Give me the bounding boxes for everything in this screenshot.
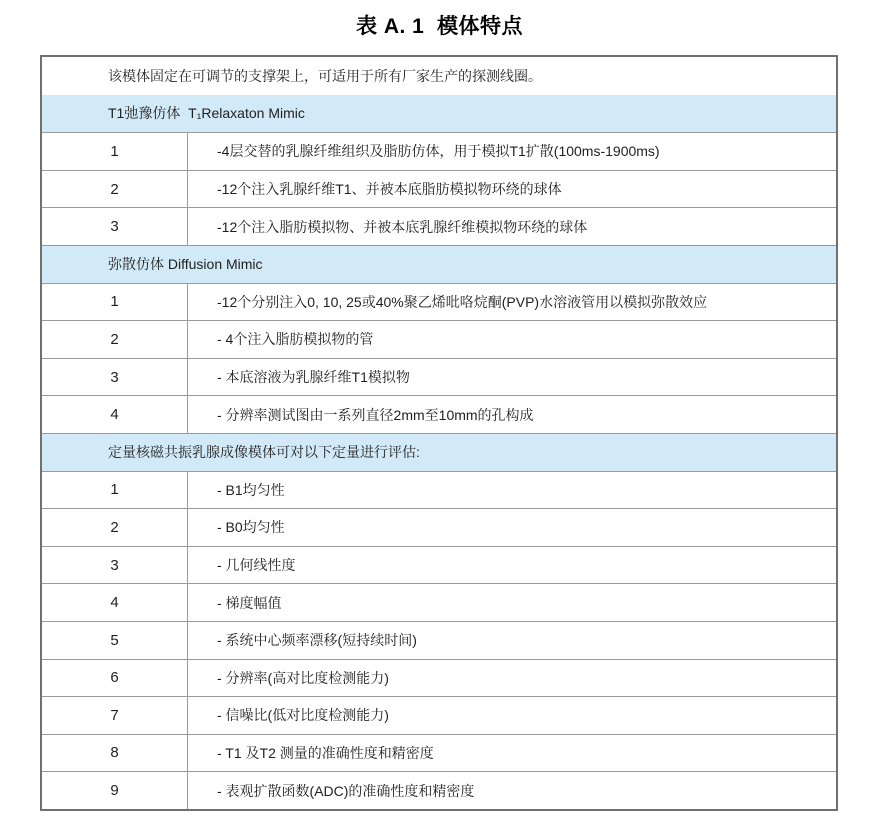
row-description: - 分辨率(高对比度检测能力) bbox=[217, 669, 389, 686]
row-description: -12个注入脂肪模拟物、并被本底乳腺纤维模拟物环绕的球体 bbox=[217, 218, 588, 235]
row-number: 3 bbox=[42, 208, 188, 245]
row-description: - T1 及T2 测量的准确性度和精密度 bbox=[217, 744, 434, 761]
table-row bbox=[42, 734, 836, 772]
table-row bbox=[42, 583, 836, 621]
row-number: 4 bbox=[42, 584, 188, 621]
row-description: -12个分别注入0, 10, 25或40%聚乙烯吡咯烷酮(PVP)水溶液管用以模拟弥散效应 bbox=[217, 293, 708, 310]
row-number: 9 bbox=[42, 772, 188, 809]
row-description: - 表观扩散函数(ADC)的准确性度和精密度 bbox=[217, 782, 475, 799]
table-row bbox=[42, 132, 836, 170]
section-header-row bbox=[42, 433, 836, 471]
table-intro-row bbox=[42, 57, 836, 95]
row-description: -4层交替的乳腺纤维组织及脂肪仿体，用于模拟T1扩散(100ms-1900ms) bbox=[217, 143, 660, 160]
table-row bbox=[42, 207, 836, 245]
row-number: 3 bbox=[42, 359, 188, 396]
table-row bbox=[42, 320, 836, 358]
row-description: - 信噪比(低对比度检测能力) bbox=[217, 707, 389, 724]
row-description: - 几何线性度 bbox=[217, 557, 296, 574]
section-header-text: T1弛豫仿体 T₁Relaxaton Mimic bbox=[108, 105, 305, 122]
table-intro-text: 该模体固定在可调节的支撑架上，可适用于所有厂家生产的探测线圈。 bbox=[108, 67, 542, 84]
page-title: 表 A. 1 模体特点 bbox=[355, 15, 524, 38]
row-number: 8 bbox=[42, 735, 188, 772]
section-header-row bbox=[42, 95, 836, 133]
row-description: - B1均匀性 bbox=[217, 481, 285, 498]
row-number: 5 bbox=[42, 622, 188, 659]
table-row bbox=[42, 546, 836, 584]
row-description: - 系统中心频率漂移(短持续时间) bbox=[217, 632, 417, 649]
row-number: 4 bbox=[42, 396, 188, 433]
row-description: - 分辨率测试图由一系列直径2mm至10mm的孔构成 bbox=[217, 406, 534, 423]
row-number: 2 bbox=[42, 509, 188, 546]
table-row bbox=[42, 283, 836, 321]
phantom-characteristics-table bbox=[40, 55, 838, 811]
row-description: - 本底溶液为乳腺纤维T1模拟物 bbox=[217, 369, 410, 386]
table-sections bbox=[42, 95, 836, 809]
table-row bbox=[42, 358, 836, 396]
table-row bbox=[42, 621, 836, 659]
section-header-text: 弥散仿体 Diffusion Mimic bbox=[108, 256, 263, 273]
table-row bbox=[42, 696, 836, 734]
table-row bbox=[42, 508, 836, 546]
row-number: 2 bbox=[42, 171, 188, 208]
row-number: 1 bbox=[42, 472, 188, 509]
row-description: - B0均匀性 bbox=[217, 519, 285, 536]
section-header-row bbox=[42, 245, 836, 283]
table-row bbox=[42, 471, 836, 509]
row-description: -12个注入乳腺纤维T1、并被本底脂肪模拟物环绕的球体 bbox=[217, 181, 562, 198]
row-number: 7 bbox=[42, 697, 188, 734]
row-number: 1 bbox=[42, 133, 188, 170]
table-row bbox=[42, 771, 836, 809]
row-number: 6 bbox=[42, 660, 188, 697]
row-number: 3 bbox=[42, 547, 188, 584]
table-row bbox=[42, 659, 836, 697]
row-description: - 梯度幅值 bbox=[217, 594, 282, 611]
table-row bbox=[42, 170, 836, 208]
row-number: 1 bbox=[42, 284, 188, 321]
row-description: - 4个注入脂肪模拟物的管 bbox=[217, 331, 374, 348]
section-header-text: 定量核磁共振乳腺成像模体可对以下定量进行评估: bbox=[108, 444, 420, 461]
row-number: 2 bbox=[42, 321, 188, 358]
table-row bbox=[42, 395, 836, 433]
